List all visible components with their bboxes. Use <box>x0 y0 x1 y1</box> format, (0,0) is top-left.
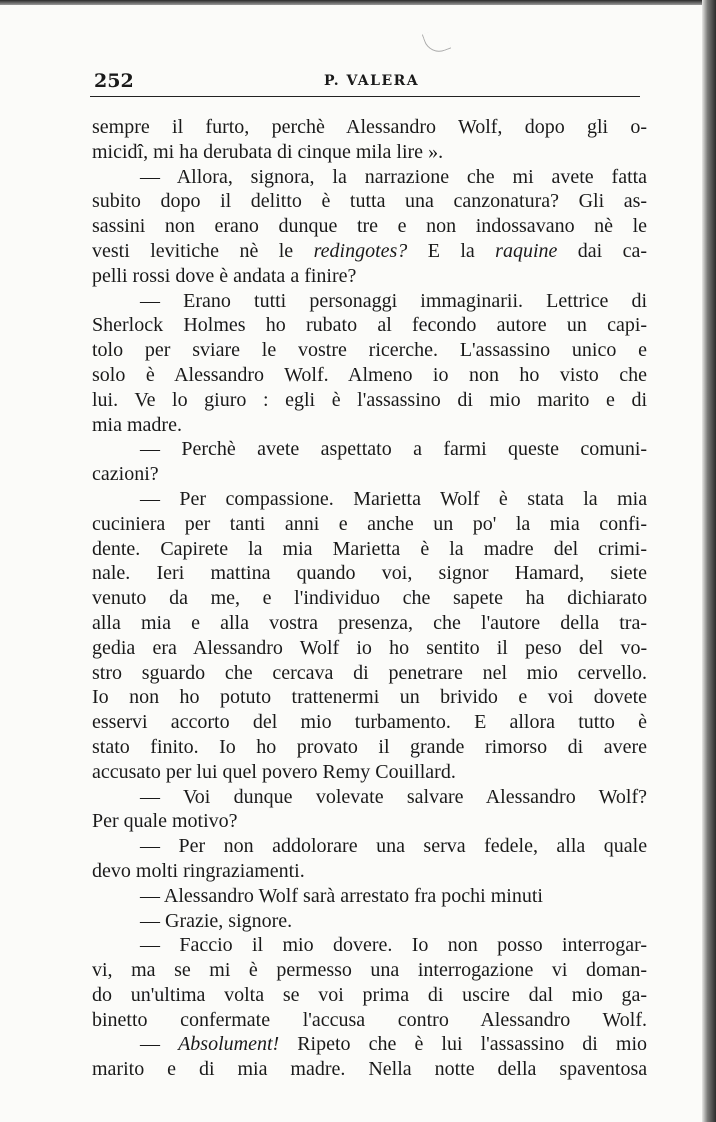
text-line: vi, ma se mi è permesso una interrogazione vi doman- <box>92 959 648 982</box>
text-line: Per quale motivo? <box>92 810 238 833</box>
page-header <box>94 70 639 92</box>
page-number: 252 <box>94 70 134 92</box>
text-line: alla mia e alla vostra presenza, che l'autore della tra- <box>92 611 648 634</box>
text-line: pelli rossi dove è andata a finire? <box>92 264 357 287</box>
body-text <box>92 115 647 1082</box>
text-line: tolo per sviare le vostre ricerche. L'assassino unico e <box>92 339 647 362</box>
text-line: devo molti ringraziamenti. <box>92 859 305 882</box>
text-line: mia madre. <box>92 413 182 436</box>
pencil-mark <box>422 27 451 56</box>
text-line: gedia era Alessandro Wolf io ho sentito il peso del vo- <box>92 636 648 659</box>
text-line: accusato per lui quel povero Remy Couillard. <box>92 760 456 783</box>
text-line: dente. Capirete la mia Marietta è la madre del crimi- <box>92 537 648 560</box>
text-line: esservi accorto del mio turbamento. E allora tutto è <box>92 711 647 734</box>
text-line: — Erano tutti personaggi immaginarii. Lettrice di <box>140 289 648 312</box>
text-line: sassini non erano dunque tre e non indossavano nè le <box>92 215 648 238</box>
text-line: solo è Alessandro Wolf. Almeno io non ho visto che <box>92 363 648 386</box>
text-line: stato finito. Io ho provato il grande rimorso di avere <box>92 735 648 758</box>
text-line: — Absolument! Ripeto che è lui l'assassino di mio <box>140 1033 648 1056</box>
running-head: P. VALERA <box>324 73 420 89</box>
text-line: sempre il furto, perchè Alessandro Wolf, dopo gli o- <box>92 116 648 138</box>
text-line: nale. Ieri mattina quando voi, signor Hamard, siete <box>92 562 648 585</box>
text-line: venuto da me, e l'individuo che sapete ha dichiarato <box>92 587 648 610</box>
text-line: stro sguardo che cercava di penetrare nel mio cervello. <box>92 661 648 684</box>
text-line: — Alessandro Wolf sarà arrestato fra pochi minuti <box>140 884 543 907</box>
text-line: — Perchè avete aspettato a farmi queste comuni- <box>140 438 648 461</box>
text-line: — Per compassione. Marietta Wolf è stata la mia <box>140 487 648 510</box>
text-line: micidî, mi ha derubata di cinque mila lire ». <box>92 140 444 163</box>
text-line: Sherlock Holmes ho rubato al fecondo autore un capi- <box>92 314 648 337</box>
text-line: subito dopo il delitto è tutta una canzonatura? Gli as- <box>92 190 648 213</box>
text-line: vesti levitiche nè le redingotes? E la raquine dai ca- <box>92 239 648 262</box>
page-top-edge <box>0 0 716 5</box>
header-rule <box>90 96 640 97</box>
text-line: — Faccio il mio dovere. Io non posso interrogar- <box>140 934 648 957</box>
text-line: — Voi dunque volevate salvare Alessandro Wolf? <box>140 785 648 808</box>
book-spine-shadow <box>702 0 716 1122</box>
text-line: — Per non addolorare una serva fedele, alla quale <box>140 835 648 858</box>
text-line: cuciniera per tanti anni e anche un po' la mia confi- <box>92 512 647 535</box>
text-line: marito e di mia madre. Nella notte della spaventosa <box>92 1058 648 1081</box>
text-line: — Allora, signora, la narrazione che mi avete fatta <box>140 165 648 188</box>
text-line: do un'ultima volta se voi prima di uscire dal mio ga- <box>92 983 648 1006</box>
text-line: Io non ho potuto trattenermi un brivido e voi dovete <box>92 686 648 709</box>
text-line: binetto confermate l'accusa contro Alessandro Wolf. <box>92 1008 648 1031</box>
text-line: lui. Ve lo giuro : egli è l'assassino di mio marito e di <box>92 388 648 411</box>
text-line: — Grazie, signore. <box>140 909 293 932</box>
text-line: cazioni? <box>92 463 159 486</box>
